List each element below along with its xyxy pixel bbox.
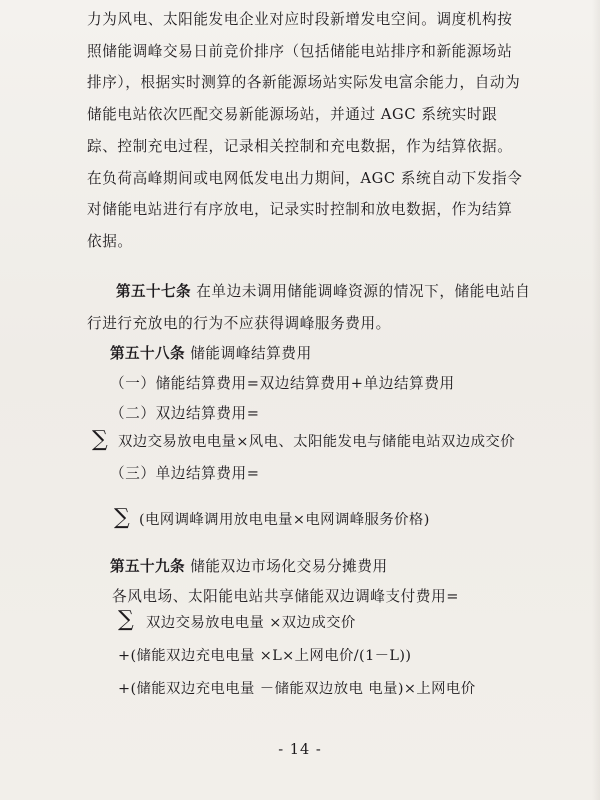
article-58-item-2: （二）双边结算费用= xyxy=(110,405,260,422)
article-58-formula-2: (电网调峰调用放电电量×电网调峰服务价格) xyxy=(139,512,430,528)
article-58-formula-1: 双边交易放电电量×风电、太阳能发电与储能电站双边成交价 xyxy=(118,434,516,450)
article-59-number: 第五十九条 xyxy=(110,558,185,575)
article-59-term-3: +(储能双边充电电量 －储能双边放电 电量)×上网电价 xyxy=(118,681,476,697)
sum-symbol: ∑ xyxy=(118,607,134,632)
scan-shadow xyxy=(592,0,600,800)
article-59-heading xyxy=(110,551,388,583)
article-59-term-1: 双边交易放电电量 ×双边成交价 xyxy=(146,615,356,631)
article-58-heading xyxy=(110,338,312,370)
article-58-item-3: （三）单边结算费用= xyxy=(110,465,260,482)
article-58-number: 第五十八条 xyxy=(110,345,185,362)
sum-symbol: ∑ xyxy=(114,505,130,530)
article-59-title: 储能双边市场化交易分摊费用 xyxy=(190,558,388,575)
top-paragraph: 力为风电、太阳能发电企业对应时段新增发电空间。调度机构按照储能调峰交易日前竞价排序（包括储能电站排序和新能源场站排序），根据实时测算的各新能源场站实际发电富余能力，自动为储能电站依次匹配交易新能源场站，并通过 AGC 系统实时跟踪、控制充电过程，记录相关控制和充电数据，作为结算依据。在负荷高峰期间或电网低发电出力期间，AGC 系统自动下发指令对储能电站进行有序放电，记录实时控制和放电数据，作为结算依据。 xyxy=(87,11,523,250)
sum-symbol: ∑ xyxy=(92,427,108,452)
article-57 xyxy=(87,276,531,339)
article-58-item-1: （一）储能结算费用=双边结算费用+单边结算费用 xyxy=(110,375,455,392)
article-58-title: 储能调峰结算费用 xyxy=(190,345,312,362)
article-59-intro: 各风电场、太阳能电站共享储能双边调峰支付费用= xyxy=(112,588,460,605)
page-number: - 14 - xyxy=(278,742,322,758)
article-57-number: 第五十七条 xyxy=(116,283,191,300)
article-57-text: 在单边未调用储能调峰资源的情况下，储能电站自行进行充放电的行为不应获得调峰服务费用。 xyxy=(87,283,531,332)
article-59-term-2: +(储能双边充电电量 ×L×上网电价/(1－L)) xyxy=(118,648,412,664)
